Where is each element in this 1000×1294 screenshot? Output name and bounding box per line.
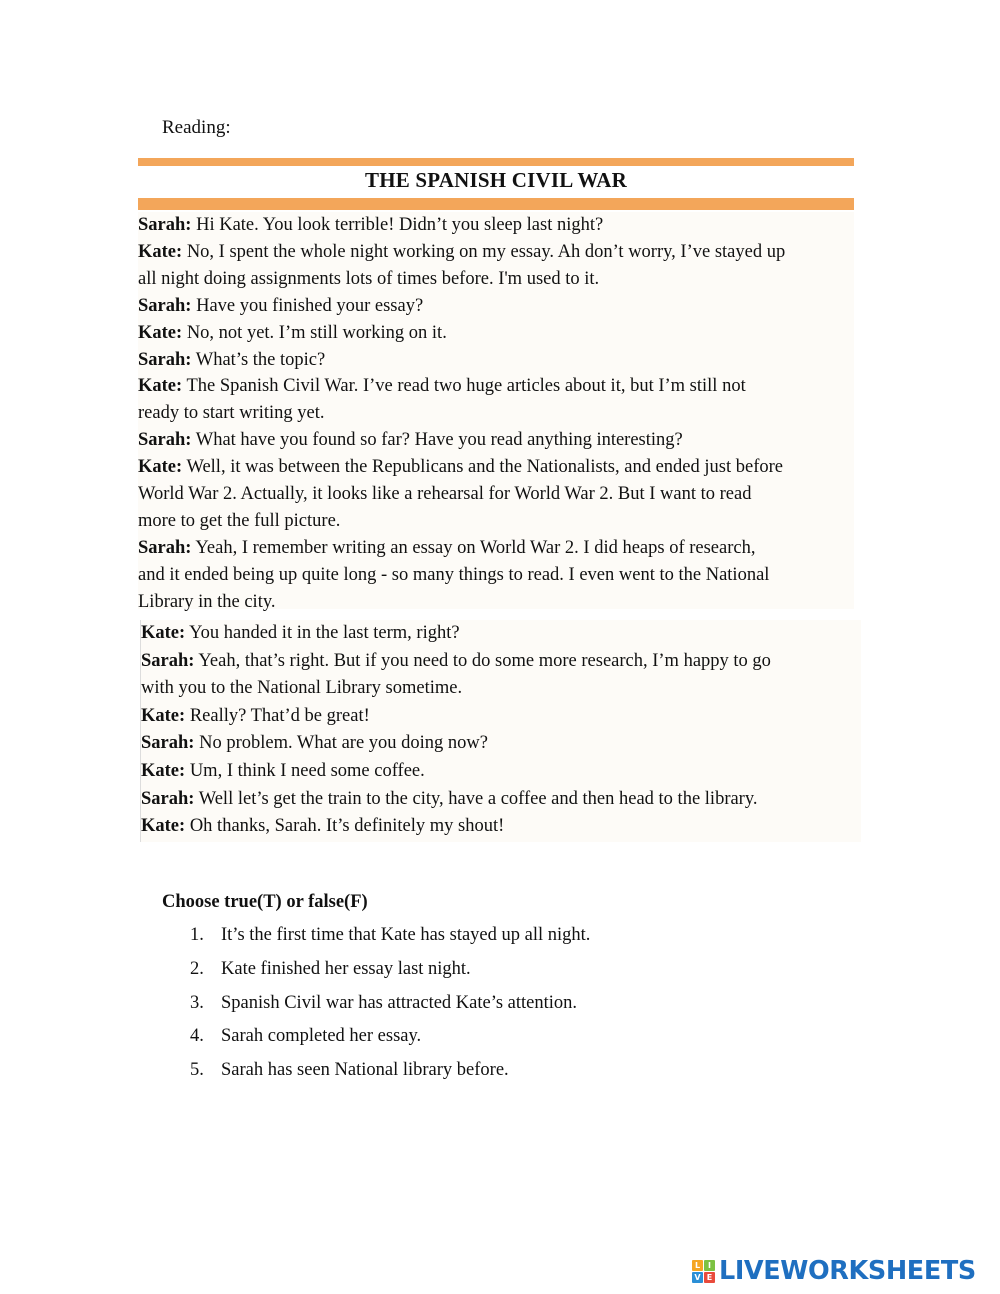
- speaker-name: Sarah:: [138, 537, 192, 558]
- dialogue-line: [138, 535, 854, 562]
- dialogue-line: [138, 293, 854, 320]
- dialogue-text: You handed it in the last term, right?: [185, 623, 460, 643]
- dialogue-text: ready to start writing yet.: [138, 403, 325, 424]
- dialogue-text: World War 2. Actually, it looks like a rehearsal for World War 2. But I want to read: [138, 484, 752, 505]
- dialogue-text: with you to the National Library sometime.: [141, 678, 463, 699]
- dialogue-text: Yeah, that’s right. But if you need to do some more research, I’m happy to go: [194, 650, 771, 671]
- logo-tile: L: [692, 1260, 703, 1271]
- dialogue-block-2: [140, 620, 861, 842]
- dialogue-line: [138, 589, 854, 616]
- dialogue-line: [138, 508, 854, 535]
- speaker-name: Kate:: [141, 816, 186, 837]
- dialogue-line: [138, 400, 854, 427]
- dialogue-text: Um, I think I need some coffee.: [185, 760, 425, 781]
- dialogue-text: No, I spent the whole night working on my essay. Ah don’t worry, I’ve stayed up: [182, 241, 786, 262]
- dialogue-line: [141, 730, 861, 758]
- question-item: [190, 959, 590, 993]
- speaker-name: Sarah:: [138, 349, 192, 370]
- speaker-name: Sarah:: [138, 295, 192, 316]
- question-item: [190, 1060, 590, 1094]
- dialogue-line: [138, 347, 854, 374]
- question-text: Sarah has seen National library before.: [221, 1060, 509, 1081]
- logo-icon: [692, 1260, 715, 1283]
- speaker-name: Kate:: [141, 705, 186, 726]
- speaker-name: Kate:: [138, 322, 183, 343]
- dialogue-text: Have you finished your essay?: [191, 295, 424, 316]
- title-bar-bottom: [138, 198, 854, 210]
- speaker-name: Sarah:: [141, 733, 195, 754]
- dialogue-text: The Spanish Civil War. I’ve read two huge articles about it, but I’m still not: [182, 376, 746, 397]
- quiz-heading: Choose true(T) or false(F): [162, 892, 368, 912]
- dialogue-line: [138, 266, 854, 293]
- question-number: 2.: [190, 958, 204, 979]
- question-number: 5.: [190, 1060, 204, 1081]
- dialogue-line: [141, 813, 861, 841]
- dialogue-text: Oh thanks, Sarah. It’s definitely my shout!: [185, 816, 505, 837]
- logo-tile: V: [692, 1272, 703, 1283]
- dialogue-line: [138, 320, 854, 347]
- dialogue-text: Really? That’d be great!: [185, 705, 370, 726]
- question-item: [190, 1026, 590, 1060]
- speaker-name: Sarah:: [141, 650, 195, 671]
- dialogue-line: [141, 786, 861, 814]
- dialogue-text: all night doing assignments lots of times before. I'm used to it.: [138, 268, 600, 289]
- dialogue-line: [141, 620, 861, 648]
- question-text: It’s the first time that Kate has stayed up all night.: [221, 925, 591, 945]
- dialogue-text: No, not yet. I’m still working on it.: [182, 322, 447, 343]
- dialogue-text: What have you found so far? Have you read anything interesting?: [191, 430, 683, 451]
- question-text: Kate finished her essay last night.: [221, 958, 471, 979]
- dialogue-block-1: [138, 212, 854, 612]
- dialogue-line: [138, 239, 854, 266]
- dialogue-text: Well, it was between the Republicans and the Nationalists, and ended just before: [182, 457, 783, 478]
- logo-text: LIVEWORKSHEETS: [719, 1256, 976, 1286]
- question-item: [190, 993, 590, 1027]
- dialogue-line: [138, 427, 854, 454]
- speaker-name: Kate:: [138, 376, 183, 397]
- dialogue-line: [141, 758, 861, 786]
- speaker-name: Kate:: [141, 760, 186, 781]
- dialogue-text: Yeah, I remember writing an essay on World War 2. I did heaps of research,: [191, 537, 756, 558]
- question-text: Spanish Civil war has attracted Kate’s attention.: [221, 992, 578, 1013]
- question-list: [190, 925, 590, 1094]
- dialogue-line: [138, 212, 854, 239]
- title-bar-top: [138, 158, 854, 166]
- question-number: 1.: [190, 925, 204, 945]
- question-number: 4.: [190, 1026, 204, 1047]
- dialogue-text: No problem. What are you doing now?: [194, 733, 488, 754]
- dialogue-text: What’s the topic?: [191, 349, 326, 370]
- dialogue-line: [138, 454, 854, 481]
- speaker-name: Sarah:: [138, 430, 192, 451]
- speaker-name: Kate:: [141, 623, 186, 643]
- dialogue-line: [138, 373, 854, 400]
- dialogue-line: [141, 675, 861, 703]
- speaker-name: Sarah:: [141, 788, 195, 809]
- dialogue-line: [141, 703, 861, 731]
- question-number: 3.: [190, 992, 204, 1013]
- speaker-name: Kate:: [138, 241, 183, 262]
- dialogue-line: [141, 648, 861, 676]
- passage-title: THE SPANISH CIVIL WAR: [365, 168, 627, 192]
- liveworksheets-logo: [692, 1256, 976, 1286]
- reading-passage: [138, 158, 856, 846]
- question-text: Sarah completed her essay.: [221, 1026, 422, 1047]
- logo-tile: E: [704, 1272, 715, 1283]
- dialogue-text: more to get the full picture.: [138, 510, 341, 531]
- dialogue-text: Hi Kate. You look terrible! Didn’t you sleep last night?: [191, 215, 604, 235]
- dialogue-text: and it ended being up quite long - so many things to read. I even went to the National: [138, 564, 770, 585]
- logo-tile: I: [704, 1260, 715, 1271]
- speaker-name: Sarah:: [138, 215, 192, 235]
- dialogue-text: Well let’s get the train to the city, have a coffee and then head to the library.: [194, 788, 758, 809]
- reading-label: Reading:: [162, 117, 231, 138]
- dialogue-line: [138, 481, 854, 508]
- dialogue-text: Library in the city.: [138, 591, 276, 612]
- dialogue-line: [138, 562, 854, 589]
- speaker-name: Kate:: [138, 457, 183, 478]
- question-item: [190, 925, 590, 959]
